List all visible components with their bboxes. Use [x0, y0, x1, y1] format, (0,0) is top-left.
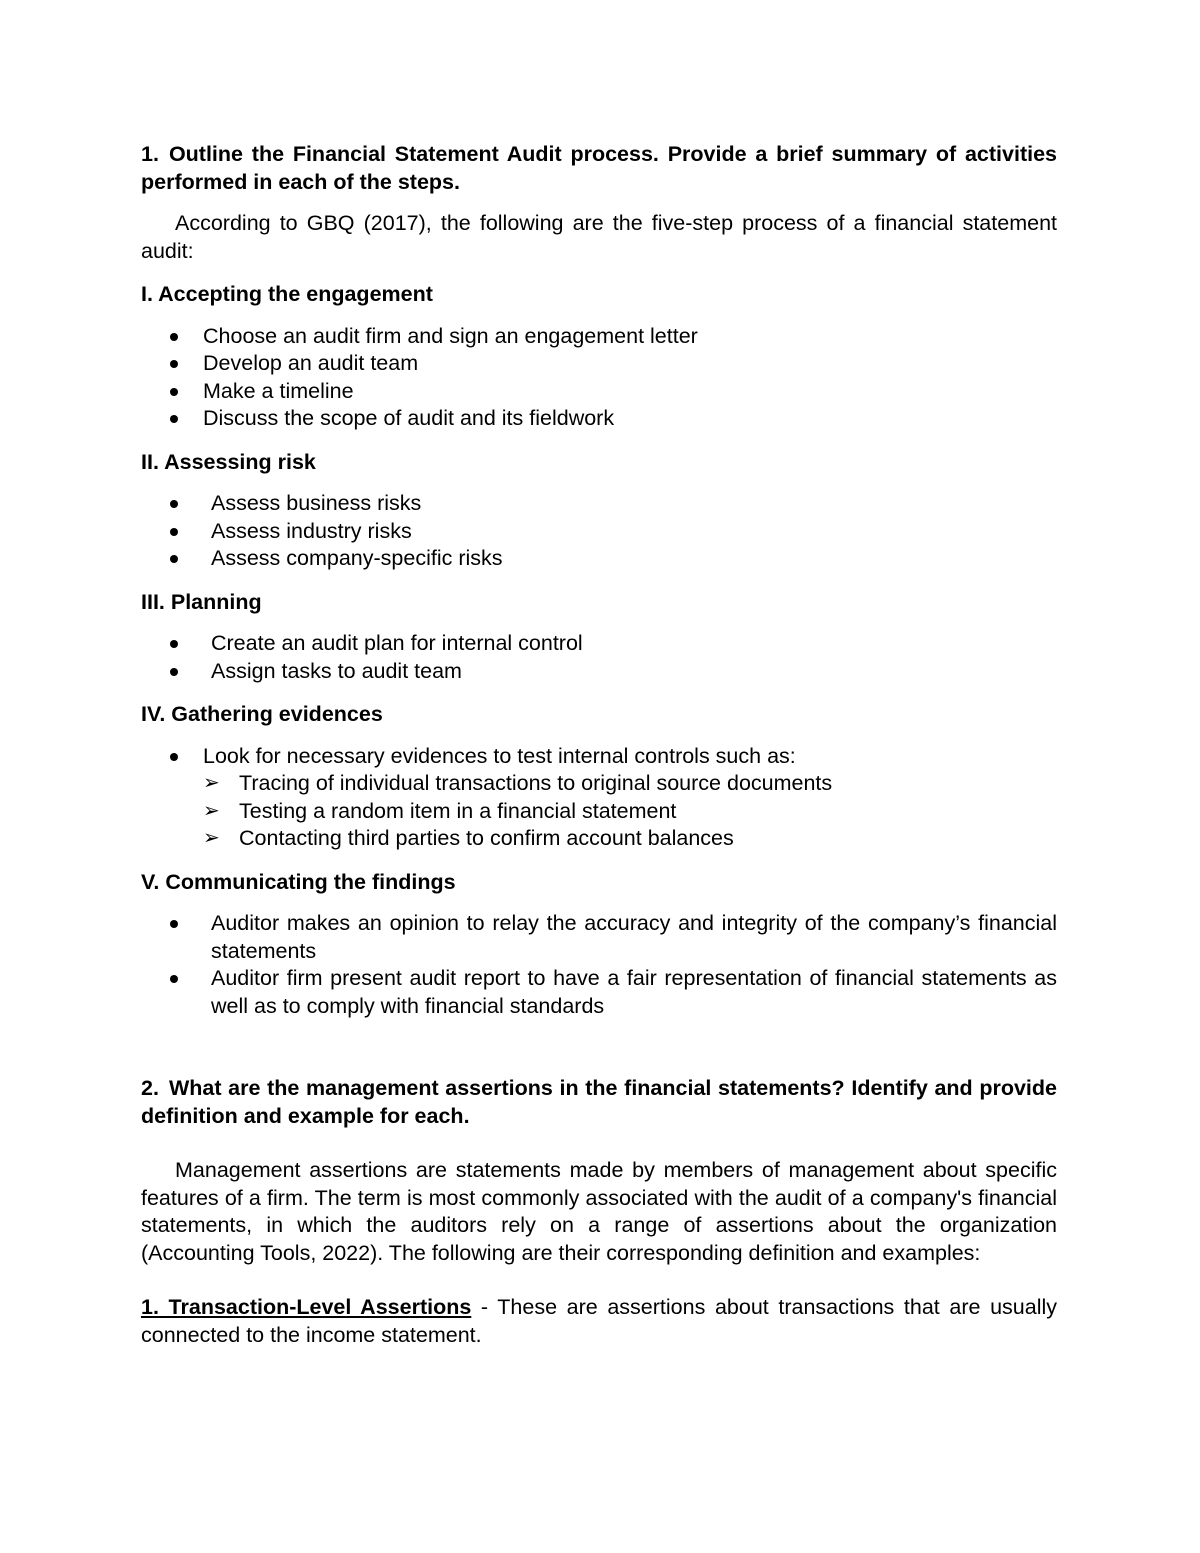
- document-page: [141, 141, 1057, 1349]
- section-heading: III. Planning: [141, 589, 262, 614]
- list-item: Auditor makes an opinion to relay the accuracy and integrity of the company’s financial statements: [141, 910, 1057, 965]
- question-number: 1.: [141, 142, 159, 166]
- spacer: [141, 1020, 1057, 1075]
- bullet-list: [141, 490, 1057, 573]
- section-heading: V. Communicating the findings: [141, 869, 456, 894]
- list-item: Assign tasks to audit team: [141, 658, 1057, 686]
- bullet-list: [141, 743, 1057, 853]
- section-heading: II. Assessing risk: [141, 449, 316, 474]
- list-item: Make a timeline: [141, 378, 1057, 406]
- bullet-icon: [170, 500, 178, 508]
- section-heading: IV. Gathering evidences: [141, 702, 383, 726]
- list-item: Choose an audit firm and sign an engagement letter: [141, 323, 1057, 351]
- bullet-icon: [170, 668, 178, 676]
- intro-paragraph: According to GBQ (2017), the following are the five-step process of a financial statement audit:: [141, 211, 1057, 263]
- list-item: Create an audit plan for internal control: [141, 630, 1057, 658]
- arrow-bullet-icon: ➢: [203, 827, 220, 849]
- question-2: [141, 1075, 1057, 1130]
- sub-list-item: ➢ Tracing of individual transactions to original source documents: [203, 770, 1057, 798]
- list-item: Auditor firm present audit report to have a fair representation of financial statements as well as to comply with financial standards: [141, 965, 1057, 1020]
- bullet-list: [141, 323, 1057, 433]
- list-item: Assess industry risks: [141, 518, 1057, 546]
- bullet-icon: [170, 333, 178, 341]
- list-item: Discuss the scope of audit and its fieldwork: [141, 405, 1057, 433]
- question-1: [141, 141, 1057, 196]
- list-item: Look for necessary evidences to test internal controls such as: ➢ Tracing of individual transactions to original source documents ➢ Testing a random item in a financial statement ➢ Contacting third parties to confirm account balances: [141, 743, 1057, 853]
- sub-list-item: ➢ Testing a random item in a financial statement: [203, 798, 1057, 826]
- bullet-list: [141, 910, 1057, 1020]
- bullet-icon: [170, 528, 178, 536]
- arrow-bullet-icon: ➢: [203, 772, 220, 794]
- bullet-icon: [170, 640, 178, 648]
- bullet-icon: [170, 415, 178, 423]
- list-item: Assess business risks: [141, 490, 1057, 518]
- bullet-list: [141, 630, 1057, 685]
- assertion-title: 1. Transaction-Level Assertions: [141, 1295, 472, 1319]
- section-heading: I. Accepting the engagement: [141, 282, 433, 306]
- bullet-icon: [170, 555, 178, 563]
- sub-list: [203, 770, 1057, 853]
- bullet-icon: [170, 920, 178, 928]
- list-item: Assess company-specific risks: [141, 545, 1057, 573]
- bullet-icon: [170, 753, 178, 761]
- sub-list-item: ➢ Contacting third parties to confirm account balances: [203, 825, 1057, 853]
- assertion-item: [141, 1294, 1057, 1349]
- bullet-icon: [170, 388, 178, 396]
- intro-paragraph: Management assertions are statements made by members of management about specific features of a firm. The term is most commonly associated with the audit of a company's financial statements, in which the auditors rely on a range of assertions about the organization (Accounting Tools, 2022). The following are their corresponding definition and examples:: [141, 1158, 1057, 1265]
- question-number: 2.: [141, 1076, 159, 1100]
- question-text: What are the management assertions in the financial statements? Identify and provide definition and example for each.: [141, 1076, 1057, 1128]
- arrow-bullet-icon: ➢: [203, 799, 220, 822]
- assertion-text: - These are assertions about transactions that are usually connected to the income statement.: [141, 1295, 1057, 1347]
- bullet-icon: [170, 975, 178, 983]
- bullet-icon: [170, 360, 178, 368]
- question-text: Outline the Financial Statement Audit process. Provide a brief summary of activities performed in each of the steps.: [141, 142, 1057, 194]
- list-item: Develop an audit team: [141, 350, 1057, 378]
